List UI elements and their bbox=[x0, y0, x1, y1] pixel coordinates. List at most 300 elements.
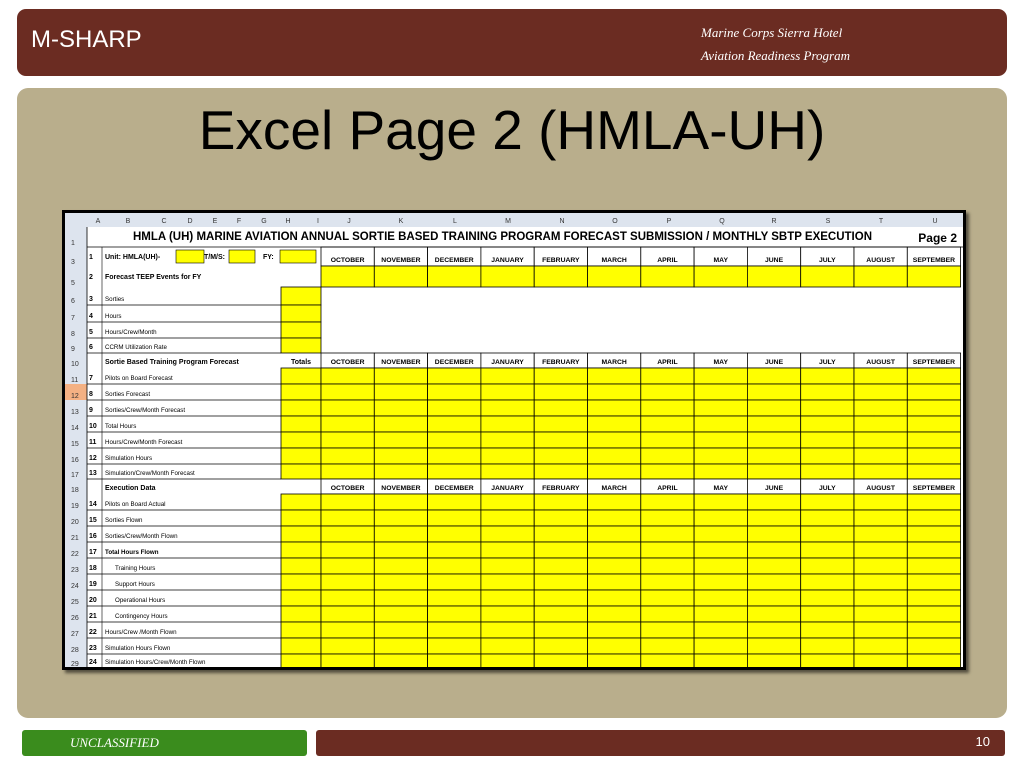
yellow-data-cell bbox=[801, 448, 854, 464]
column-letter: P bbox=[666, 218, 672, 225]
month-header-section: AUGUST bbox=[866, 359, 896, 366]
header-bar bbox=[17, 9, 1007, 76]
yellow-data-cell bbox=[588, 622, 641, 638]
yellow-data-cell bbox=[428, 654, 481, 667]
row-label: Pilots on Board Actual bbox=[105, 501, 166, 508]
yellow-data-cell bbox=[694, 558, 747, 574]
row-number: 12 bbox=[71, 393, 79, 400]
yellow-data-cell bbox=[321, 542, 374, 558]
month-header-top: APRIL bbox=[657, 257, 678, 264]
row-index: 11 bbox=[89, 439, 97, 446]
yellow-data-cell bbox=[428, 416, 481, 432]
yellow-data-cell bbox=[641, 464, 694, 479]
yellow-data-cell bbox=[747, 558, 800, 574]
month-header-top: JULY bbox=[818, 257, 836, 264]
yellow-data-cell bbox=[801, 542, 854, 558]
yellow-data-cell bbox=[588, 384, 641, 400]
yellow-data-cell bbox=[374, 654, 427, 667]
row-label: Total Hours Flown bbox=[105, 549, 159, 556]
yellow-data-cell bbox=[907, 432, 960, 448]
section-label: Execution Data bbox=[105, 485, 156, 492]
yellow-data-cell bbox=[588, 416, 641, 432]
yellow-data-cell bbox=[854, 526, 907, 542]
yellow-data-cell bbox=[534, 448, 587, 464]
yellow-data-cell bbox=[481, 432, 534, 448]
row-index: 9 bbox=[89, 407, 93, 414]
yellow-data-cell bbox=[854, 448, 907, 464]
row-label: Operational Hours bbox=[115, 597, 166, 604]
yellow-data-cell bbox=[747, 638, 800, 654]
yellow-data-cell bbox=[801, 558, 854, 574]
month-header-top: NOVEMBER bbox=[381, 257, 421, 264]
yellow-data-cell bbox=[588, 542, 641, 558]
column-letter: D bbox=[187, 218, 193, 225]
yellow-data-cell bbox=[747, 510, 800, 526]
yellow-data-cell bbox=[374, 448, 427, 464]
row-index: 21 bbox=[89, 613, 97, 620]
row-number: 13 bbox=[71, 409, 79, 416]
yellow-data-cell bbox=[374, 558, 427, 574]
yellow-data-cell bbox=[694, 464, 747, 479]
row-label: Simulation Hours Flown bbox=[105, 645, 171, 652]
row-number: 26 bbox=[71, 615, 79, 622]
column-letter: O bbox=[612, 218, 618, 225]
yellow-data-cell bbox=[907, 510, 960, 526]
yellow-data-cell bbox=[321, 416, 374, 432]
section-label: Sortie Based Training Program Forecast bbox=[105, 359, 239, 366]
slide-title: Excel Page 2 (HMLA-UH) bbox=[198, 99, 826, 161]
yellow-data-cell bbox=[854, 654, 907, 667]
yellow-data-cell bbox=[747, 494, 800, 510]
yellow-data-cell bbox=[481, 542, 534, 558]
row-number: 18 bbox=[71, 487, 79, 494]
month-header-section: DECEMBER bbox=[434, 485, 474, 492]
yellow-data-cell bbox=[588, 368, 641, 384]
yellow-data-cell bbox=[854, 416, 907, 432]
yellow-data-cell bbox=[481, 590, 534, 606]
yellow-data-cell bbox=[428, 558, 481, 574]
yellow-data-cell bbox=[907, 654, 960, 667]
yellow-data-cell bbox=[801, 416, 854, 432]
yellow-data-cell bbox=[694, 416, 747, 432]
yellow-data-cell bbox=[907, 542, 960, 558]
row-label: Hours/Crew/Month bbox=[105, 329, 157, 336]
yellow-data-cell bbox=[588, 574, 641, 590]
yellow-data-cell bbox=[321, 558, 374, 574]
yellow-data-cell bbox=[281, 384, 321, 400]
unit-label: Unit: HMLA(UH)- bbox=[105, 254, 161, 261]
row-index: 24 bbox=[89, 659, 97, 666]
yellow-data-cell bbox=[481, 638, 534, 654]
yellow-data-cell bbox=[281, 338, 321, 353]
row-index: 8 bbox=[89, 391, 93, 398]
yellow-data-cell bbox=[428, 494, 481, 510]
yellow-data-cell bbox=[854, 558, 907, 574]
yellow-data-cell bbox=[641, 622, 694, 638]
yellow-data-cell bbox=[588, 448, 641, 464]
yellow-data-cell bbox=[534, 590, 587, 606]
yellow-data-cell bbox=[281, 654, 321, 667]
yellow-data-cell bbox=[428, 384, 481, 400]
yellow-data-cell bbox=[374, 494, 427, 510]
yellow-data-cell bbox=[694, 266, 747, 287]
yellow-data-cell bbox=[281, 432, 321, 448]
yellow-data-cell bbox=[534, 574, 587, 590]
yellow-data-cell bbox=[281, 322, 321, 338]
yellow-data-cell bbox=[428, 464, 481, 479]
month-header-section: AUGUST bbox=[866, 485, 896, 492]
yellow-data-cell bbox=[281, 622, 321, 638]
row-index: 19 bbox=[89, 581, 97, 588]
yellow-data-cell bbox=[907, 384, 960, 400]
yellow-data-cell bbox=[321, 574, 374, 590]
yellow-data-cell bbox=[747, 590, 800, 606]
yellow-data-cell bbox=[321, 432, 374, 448]
month-header-section: MAY bbox=[713, 485, 728, 492]
yellow-data-cell bbox=[481, 494, 534, 510]
yellow-data-cell bbox=[534, 510, 587, 526]
yellow-data-cell bbox=[747, 622, 800, 638]
row-index: 5 bbox=[89, 329, 93, 336]
yellow-data-cell bbox=[428, 526, 481, 542]
column-letter: B bbox=[125, 218, 131, 225]
row-index: 15 bbox=[89, 517, 97, 524]
yellow-data-cell bbox=[534, 384, 587, 400]
yellow-data-cell bbox=[481, 526, 534, 542]
yellow-data-cell bbox=[854, 400, 907, 416]
yellow-data-cell bbox=[694, 448, 747, 464]
yellow-data-cell bbox=[374, 400, 427, 416]
yellow-data-cell bbox=[428, 400, 481, 416]
row-label: Sorties Flown bbox=[105, 517, 143, 524]
yellow-data-cell bbox=[694, 574, 747, 590]
row-index: 13 bbox=[89, 470, 97, 477]
row-label: Sorties Forecast bbox=[105, 391, 151, 398]
yellow-data-cell bbox=[534, 622, 587, 638]
yellow-data-cell bbox=[694, 400, 747, 416]
yellow-data-cell bbox=[281, 305, 321, 322]
yellow-data-cell bbox=[481, 384, 534, 400]
yellow-data-cell bbox=[801, 368, 854, 384]
row-label: Simulation Hours/Crew/Month Flown bbox=[105, 659, 206, 666]
month-header-top: JANUARY bbox=[491, 257, 524, 264]
month-header-section: MARCH bbox=[601, 485, 627, 492]
yellow-data-cell bbox=[588, 526, 641, 542]
yellow-data-cell bbox=[428, 574, 481, 590]
column-letter: E bbox=[212, 218, 218, 225]
yellow-data-cell bbox=[281, 400, 321, 416]
row-number: 8 bbox=[71, 331, 75, 338]
row-number: 22 bbox=[71, 551, 79, 558]
yellow-data-cell bbox=[321, 384, 374, 400]
spreadsheet-grid bbox=[65, 213, 963, 667]
yellow-data-cell bbox=[374, 606, 427, 622]
month-header-section: OCTOBER bbox=[330, 485, 365, 492]
yellow-data-cell bbox=[854, 464, 907, 479]
yellow-data-cell bbox=[854, 510, 907, 526]
row-number: 7 bbox=[71, 315, 75, 322]
yellow-data-cell bbox=[374, 266, 427, 287]
yellow-data-cell bbox=[588, 432, 641, 448]
yellow-data-cell bbox=[428, 266, 481, 287]
yellow-data-cell bbox=[801, 510, 854, 526]
month-header-top: DECEMBER bbox=[434, 257, 474, 264]
column-letter: M bbox=[505, 218, 511, 225]
yellow-data-cell bbox=[641, 510, 694, 526]
yellow-data-cell bbox=[747, 448, 800, 464]
yellow-data-cell bbox=[374, 432, 427, 448]
yellow-data-cell bbox=[374, 638, 427, 654]
row-number: 29 bbox=[71, 661, 79, 667]
row-number: 5 bbox=[71, 280, 75, 287]
row-label: Support Hours bbox=[115, 581, 155, 588]
yellow-data-cell bbox=[801, 590, 854, 606]
yellow-data-cell bbox=[281, 590, 321, 606]
yellow-data-cell bbox=[694, 590, 747, 606]
yellow-data-cell bbox=[281, 287, 321, 305]
yellow-data-cell bbox=[801, 606, 854, 622]
yellow-data-cell bbox=[428, 622, 481, 638]
yellow-data-cell bbox=[588, 266, 641, 287]
row-index: 7 bbox=[89, 375, 93, 382]
column-letter: G bbox=[261, 218, 267, 225]
yellow-data-cell bbox=[641, 432, 694, 448]
yellow-data-cell bbox=[481, 416, 534, 432]
month-header-section: JUNE bbox=[764, 485, 784, 492]
yellow-data-cell bbox=[801, 400, 854, 416]
yellow-data-cell bbox=[281, 510, 321, 526]
yellow-data-cell bbox=[641, 368, 694, 384]
yellow-data-cell bbox=[694, 622, 747, 638]
month-header-section: MARCH bbox=[601, 359, 627, 366]
yellow-data-cell bbox=[747, 464, 800, 479]
yellow-data-cell bbox=[281, 494, 321, 510]
month-header-section: JULY bbox=[818, 359, 836, 366]
yellow-data-cell bbox=[641, 638, 694, 654]
yellow-data-cell bbox=[907, 416, 960, 432]
row-label: Sorties/Crew/Month Flown bbox=[105, 533, 178, 540]
yellow-data-cell bbox=[801, 464, 854, 479]
row-index: 4 bbox=[89, 313, 93, 320]
yellow-data-cell bbox=[481, 510, 534, 526]
yellow-data-cell bbox=[907, 638, 960, 654]
yellow-data-cell bbox=[747, 574, 800, 590]
yellow-data-cell bbox=[321, 590, 374, 606]
month-header-section: SEPTEMBER bbox=[912, 359, 956, 366]
yellow-data-cell bbox=[641, 494, 694, 510]
month-header-section: SEPTEMBER bbox=[912, 485, 956, 492]
yellow-data-cell bbox=[534, 464, 587, 479]
yellow-data-cell bbox=[428, 542, 481, 558]
yellow-data-cell bbox=[481, 368, 534, 384]
column-letter: T bbox=[878, 218, 884, 225]
yellow-data-cell bbox=[321, 510, 374, 526]
yellow-data-cell bbox=[321, 368, 374, 384]
yellow-data-cell bbox=[641, 266, 694, 287]
yellow-data-cell bbox=[854, 574, 907, 590]
row-index: 6 bbox=[89, 344, 93, 351]
fy-input-cell bbox=[280, 250, 316, 263]
yellow-data-cell bbox=[534, 432, 587, 448]
yellow-data-cell bbox=[588, 510, 641, 526]
row-number: 20 bbox=[71, 519, 79, 526]
yellow-data-cell bbox=[694, 432, 747, 448]
page-number: 10 bbox=[975, 734, 990, 749]
yellow-data-cell bbox=[281, 574, 321, 590]
row-number: 10 bbox=[71, 361, 79, 368]
row-label: Contingency Hours bbox=[115, 613, 168, 620]
row-number: 16 bbox=[71, 457, 79, 464]
month-header-section: APRIL bbox=[657, 359, 678, 366]
yellow-data-cell bbox=[694, 510, 747, 526]
yellow-data-cell bbox=[481, 558, 534, 574]
yellow-data-cell bbox=[374, 464, 427, 479]
yellow-data-cell bbox=[694, 494, 747, 510]
month-header-top: MARCH bbox=[601, 257, 627, 264]
row-label: Hours/Crew /Month Flown bbox=[105, 629, 177, 636]
yellow-data-cell bbox=[428, 432, 481, 448]
unit-input-cell bbox=[176, 250, 204, 263]
fy-label: FY: bbox=[263, 254, 274, 261]
row-index: 20 bbox=[89, 597, 97, 604]
row-label: Training Hours bbox=[115, 565, 156, 572]
column-letter: A bbox=[95, 218, 101, 225]
yellow-data-cell bbox=[481, 606, 534, 622]
yellow-data-cell bbox=[694, 542, 747, 558]
yellow-data-cell bbox=[801, 384, 854, 400]
row-label: Pilots on Board Forecast bbox=[105, 375, 173, 382]
yellow-data-cell bbox=[801, 574, 854, 590]
yellow-data-cell bbox=[854, 638, 907, 654]
row-index: 3 bbox=[89, 296, 93, 303]
yellow-data-cell bbox=[374, 384, 427, 400]
yellow-data-cell bbox=[641, 400, 694, 416]
yellow-data-cell bbox=[747, 432, 800, 448]
yellow-data-cell bbox=[281, 526, 321, 542]
yellow-data-cell bbox=[321, 464, 374, 479]
yellow-data-cell bbox=[641, 416, 694, 432]
yellow-data-cell bbox=[321, 654, 374, 667]
yellow-data-cell bbox=[281, 448, 321, 464]
tms-label: T/M/S: bbox=[204, 254, 225, 261]
yellow-data-cell bbox=[481, 448, 534, 464]
row-label: CCRM Utilization Rate bbox=[105, 344, 167, 351]
month-header-section: JUNE bbox=[764, 359, 784, 366]
yellow-data-cell bbox=[281, 464, 321, 479]
row-number: 27 bbox=[71, 631, 79, 638]
row-index: 1 bbox=[89, 254, 93, 261]
yellow-data-cell bbox=[854, 384, 907, 400]
row-number: 11 bbox=[71, 377, 79, 384]
yellow-data-cell bbox=[321, 494, 374, 510]
row-number: 21 bbox=[71, 535, 79, 542]
yellow-data-cell bbox=[907, 526, 960, 542]
yellow-data-cell bbox=[588, 606, 641, 622]
yellow-data-cell bbox=[374, 542, 427, 558]
row-label: Sorties bbox=[105, 296, 125, 303]
column-letter: U bbox=[932, 218, 938, 225]
yellow-data-cell bbox=[907, 400, 960, 416]
yellow-data-cell bbox=[747, 400, 800, 416]
row-label: Total Hours bbox=[105, 423, 137, 430]
yellow-data-cell bbox=[321, 400, 374, 416]
yellow-data-cell bbox=[747, 654, 800, 667]
yellow-data-cell bbox=[374, 510, 427, 526]
yellow-data-cell bbox=[588, 400, 641, 416]
yellow-data-cell bbox=[854, 368, 907, 384]
yellow-data-cell bbox=[801, 266, 854, 287]
yellow-data-cell bbox=[428, 606, 481, 622]
yellow-data-cell bbox=[641, 542, 694, 558]
yellow-data-cell bbox=[481, 266, 534, 287]
row-label: Forecast TEEP Events for FY bbox=[105, 274, 202, 281]
yellow-data-cell bbox=[281, 606, 321, 622]
yellow-data-cell bbox=[281, 558, 321, 574]
row-number: 24 bbox=[71, 583, 79, 590]
row-number: 19 bbox=[71, 503, 79, 510]
month-header-section: OCTOBER bbox=[330, 359, 365, 366]
row-label: Hours/Crew/Month Forecast bbox=[105, 439, 183, 446]
column-letter: N bbox=[559, 218, 565, 225]
row-number: 1 bbox=[71, 240, 75, 247]
classification-label: UNCLASSIFIED bbox=[70, 735, 159, 750]
yellow-data-cell bbox=[534, 606, 587, 622]
yellow-data-cell bbox=[428, 448, 481, 464]
yellow-data-cell bbox=[641, 448, 694, 464]
yellow-data-cell bbox=[907, 622, 960, 638]
yellow-data-cell bbox=[321, 638, 374, 654]
yellow-data-cell bbox=[907, 606, 960, 622]
yellow-data-cell bbox=[534, 266, 587, 287]
column-letter: F bbox=[236, 218, 242, 225]
column-letter: S bbox=[825, 218, 831, 225]
yellow-data-cell bbox=[281, 416, 321, 432]
row-index: 17 bbox=[89, 549, 97, 556]
yellow-data-cell bbox=[281, 368, 321, 384]
month-header-section: MAY bbox=[713, 359, 728, 366]
row-number: 15 bbox=[71, 441, 79, 448]
column-letter: C bbox=[161, 218, 167, 225]
yellow-data-cell bbox=[534, 416, 587, 432]
column-letter: Q bbox=[719, 218, 725, 225]
yellow-data-cell bbox=[481, 400, 534, 416]
row-label: Simulation Hours bbox=[105, 455, 153, 462]
yellow-data-cell bbox=[281, 542, 321, 558]
yellow-data-cell bbox=[907, 368, 960, 384]
row-index: 10 bbox=[89, 423, 97, 430]
yellow-data-cell bbox=[907, 574, 960, 590]
yellow-data-cell bbox=[854, 622, 907, 638]
yellow-data-cell bbox=[588, 590, 641, 606]
yellow-data-cell bbox=[694, 654, 747, 667]
subtitle-line-1: Marine Corps Sierra Hotel bbox=[701, 25, 843, 40]
yellow-data-cell bbox=[641, 526, 694, 542]
row-index: 22 bbox=[89, 629, 97, 636]
yellow-data-cell bbox=[321, 266, 374, 287]
yellow-data-cell bbox=[428, 368, 481, 384]
yellow-data-cell bbox=[588, 464, 641, 479]
row-number: 6 bbox=[71, 298, 75, 305]
header-subtitle bbox=[701, 21, 850, 67]
month-header-section: NOVEMBER bbox=[381, 485, 421, 492]
month-header-section: JANUARY bbox=[491, 359, 524, 366]
yellow-data-cell bbox=[907, 464, 960, 479]
column-letter: L bbox=[453, 218, 457, 225]
column-letter: J bbox=[347, 218, 351, 225]
yellow-data-cell bbox=[801, 494, 854, 510]
yellow-data-cell bbox=[854, 266, 907, 287]
footer-bar bbox=[316, 730, 1005, 756]
